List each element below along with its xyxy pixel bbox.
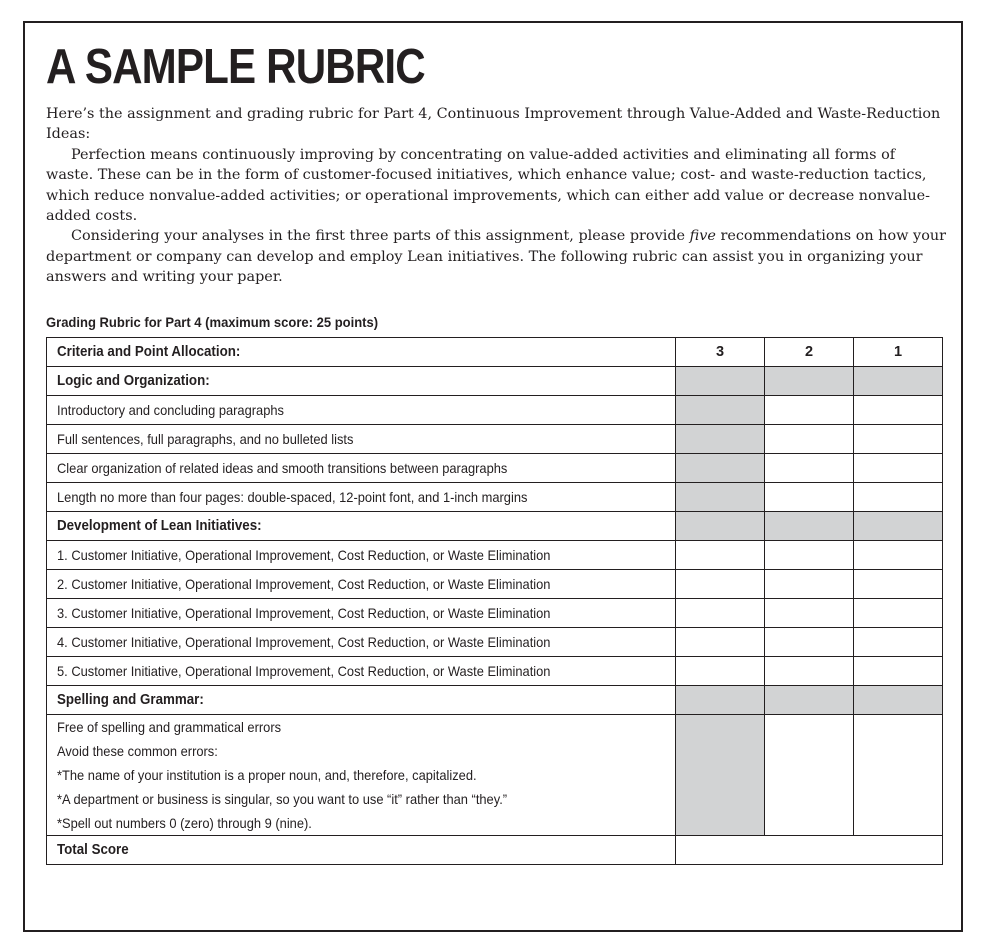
- section-row-spelling: [47, 686, 943, 715]
- criteria-header: Criteria and Point Allocation:: [47, 338, 676, 367]
- section-spelling-grammar: Spelling and Grammar:: [47, 686, 676, 715]
- shaded-cell: [676, 715, 765, 836]
- section-row-lean: [47, 512, 943, 541]
- shaded-cell: [765, 367, 854, 396]
- shaded-cell: [676, 367, 765, 396]
- score-cell: [765, 483, 854, 512]
- criterion-item: Length no more than four pages: double-spaced, 12-point font, and 1-inch margins: [47, 483, 676, 512]
- spelling-line: Free of spelling and grammatical errors: [57, 719, 282, 735]
- score-cell: [676, 599, 765, 628]
- score-cell: [854, 541, 943, 570]
- spelling-line: *Spell out numbers 0 (zero) through 9 (nine).: [57, 815, 312, 831]
- criterion-item: 4. Customer Initiative, Operational Improvement, Cost Reduction, or Waste Elimination: [47, 628, 676, 657]
- shaded-cell: [676, 454, 765, 483]
- table-row: [47, 483, 943, 512]
- score-cell: [854, 657, 943, 686]
- score-cell: [765, 599, 854, 628]
- score-cell: [854, 396, 943, 425]
- score-cell: [765, 657, 854, 686]
- intro-paragraph-3-emphasis: five: [689, 228, 716, 245]
- criterion-item: Clear organization of related ideas and smooth transitions between paragraphs: [47, 454, 676, 483]
- shaded-cell: [676, 425, 765, 454]
- intro-paragraph-3: [46, 226, 946, 287]
- table-row: [47, 599, 943, 628]
- score-cell: [765, 628, 854, 657]
- spelling-criteria: [47, 715, 676, 836]
- section-lean-initiatives: Development of Lean Initiatives:: [47, 512, 676, 541]
- score-cell: [765, 396, 854, 425]
- table-row: [47, 657, 943, 686]
- criterion-item: 3. Customer Initiative, Operational Improvement, Cost Reduction, or Waste Elimination: [47, 599, 676, 628]
- table-row: [47, 396, 943, 425]
- shaded-cell: [676, 512, 765, 541]
- intro-paragraph-3-start: Considering your analyses in the first three parts of this assignment, please provide: [71, 228, 690, 245]
- score-cell: [765, 425, 854, 454]
- total-score-label: Total Score: [47, 836, 676, 865]
- page-title: A SAMPLE RUBRIC: [46, 40, 425, 94]
- score-cell: [854, 483, 943, 512]
- score-cell: [765, 541, 854, 570]
- intro-paragraph-2: Perfection means continuously improving by concentrating on value-added activities and eliminating all forms of waste. These can be in the form of customer-focused initiatives, which enhance value; cost- and waste-reduction tactics, which reduce nonvalue-added activities; or operational improvements, which can either add value or decrease nonvalue-added costs.: [46, 146, 930, 225]
- criterion-item: Full sentences, full paragraphs, and no bulleted lists: [47, 425, 676, 454]
- table-row: [47, 454, 943, 483]
- table-header-row: [47, 338, 943, 367]
- total-row: [47, 836, 943, 865]
- score-cell: [854, 628, 943, 657]
- score-3-header: 3: [676, 338, 765, 367]
- score-cell: [854, 570, 943, 599]
- intro-text: [46, 104, 946, 288]
- intro-paragraph-3-end: recommendations on how your department or company can develop and employ Lean initiatives. The following rubric can assist you in organizing your answers and writing your paper.: [46, 228, 947, 286]
- total-score-cell: [676, 836, 943, 865]
- grading-rubric-table: [46, 337, 943, 865]
- shaded-cell: [765, 512, 854, 541]
- score-cell: [854, 599, 943, 628]
- score-cell: [854, 425, 943, 454]
- score-cell: [765, 570, 854, 599]
- spelling-line: *The name of your institution is a proper noun, and, therefore, capitalized.: [57, 767, 477, 783]
- criterion-item: Introductory and concluding paragraphs: [47, 396, 676, 425]
- score-1-header: 1: [854, 338, 943, 367]
- score-cell: [765, 715, 854, 836]
- table-row: [47, 570, 943, 599]
- score-cell: [676, 541, 765, 570]
- section-logic-organization: Logic and Organization:: [47, 367, 676, 396]
- table-row: [47, 541, 943, 570]
- shaded-cell: [765, 686, 854, 715]
- score-cell: [676, 570, 765, 599]
- intro-paragraph-1: Here’s the assignment and grading rubric for Part 4, Continuous Improvement through Value-Added and Waste-Reduction Ideas:: [46, 106, 941, 143]
- score-2-header: 2: [765, 338, 854, 367]
- rubric-frame: [23, 21, 963, 932]
- score-cell: [854, 454, 943, 483]
- score-cell: [765, 454, 854, 483]
- section-row-logic: [47, 367, 943, 396]
- criterion-item: 1. Customer Initiative, Operational Improvement, Cost Reduction, or Waste Elimination: [47, 541, 676, 570]
- score-cell: [854, 715, 943, 836]
- criterion-item: 5. Customer Initiative, Operational Improvement, Cost Reduction, or Waste Elimination: [47, 657, 676, 686]
- score-cell: [676, 628, 765, 657]
- shaded-cell: [676, 483, 765, 512]
- shaded-cell: [676, 396, 765, 425]
- table-row: [47, 715, 943, 836]
- table-row: [47, 425, 943, 454]
- rubric-caption: Grading Rubric for Part 4 (maximum score: 25 points): [46, 314, 379, 330]
- spelling-line: Avoid these common errors:: [57, 743, 218, 759]
- spelling-line: *A department or business is singular, so you want to use “it” rather than “they.”: [57, 791, 508, 807]
- shaded-cell: [854, 512, 943, 541]
- table-row: [47, 628, 943, 657]
- score-cell: [676, 657, 765, 686]
- shaded-cell: [676, 686, 765, 715]
- shaded-cell: [854, 367, 943, 396]
- shaded-cell: [854, 686, 943, 715]
- criterion-item: 2. Customer Initiative, Operational Improvement, Cost Reduction, or Waste Elimination: [47, 570, 676, 599]
